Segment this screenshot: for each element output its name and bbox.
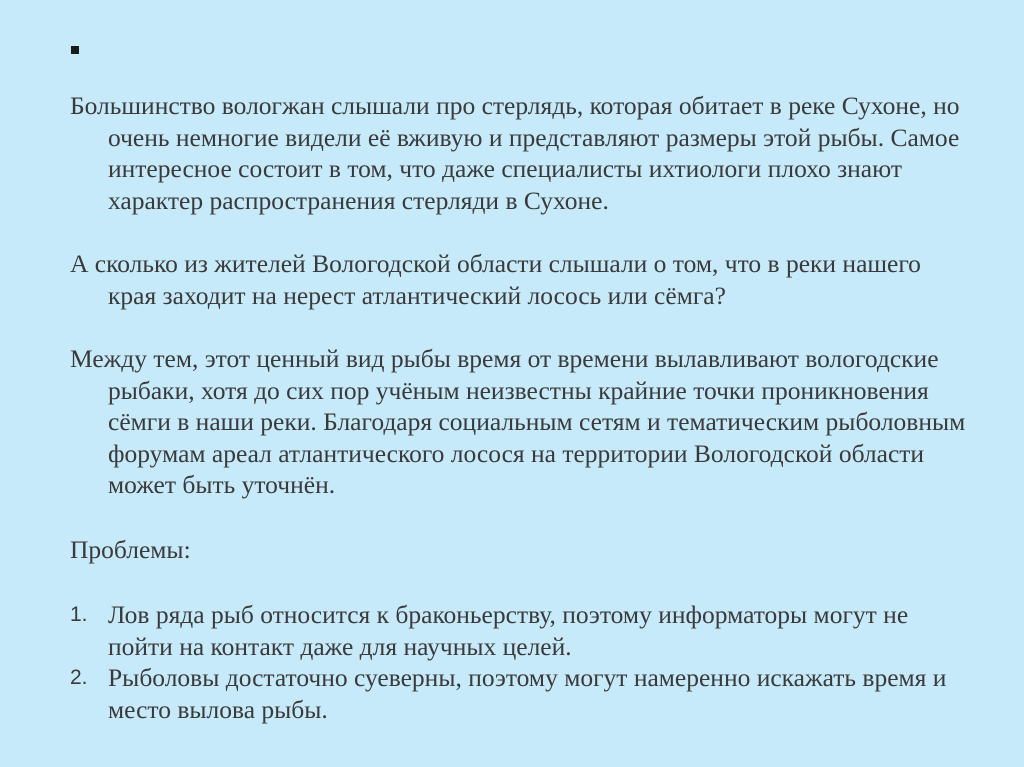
- paragraph-salmon-range: Между тем, этот ценный вид рыбы время от времени вылавливают вологодские рыбаки, хотя до сих пор учёным неизвестны крайние точки проникновения сёмги в наши реки. Благодаря социальным сетям и тематическим рыболовным форумам ареал атлантического лосося на территории Вологодской области может быть уточнён.: [70, 344, 966, 499]
- problems-heading: Проблемы:: [70, 534, 191, 564]
- problem-number: 2.: [70, 666, 88, 689]
- problem-text: Рыболовы достаточно суеверны, поэтому могут намеренно искажать время и место вылова рыбы.: [108, 663, 947, 724]
- bullet-square-icon: [71, 46, 79, 54]
- problem-item: [70, 662, 970, 725]
- problem-number: 1.: [70, 603, 88, 626]
- slide-content: [70, 90, 970, 725]
- paragraph-salmon-question: А сколько из жителей Вологодской области слышали о том, что в реки нашего края заходит на нерест атлантический лосось или сёмга?: [70, 249, 921, 310]
- problem-item: [70, 599, 970, 662]
- problems-list: [70, 599, 970, 725]
- problem-text: Лов ряда рыб относится к браконьерству, поэтому информаторы могут не пойти на контакт даже для научных целей.: [108, 600, 909, 661]
- paragraph-sterlet: Большинство вологжан слышали про стерлядь, которая обитает в реке Сухоне, но очень немногие видели её вживую и представляют размеры этой рыбы. Самое интересное состоит в том, что даже специалисты ихтиологи плохо знают характер распространения стерляди в Сухоне.: [70, 91, 960, 215]
